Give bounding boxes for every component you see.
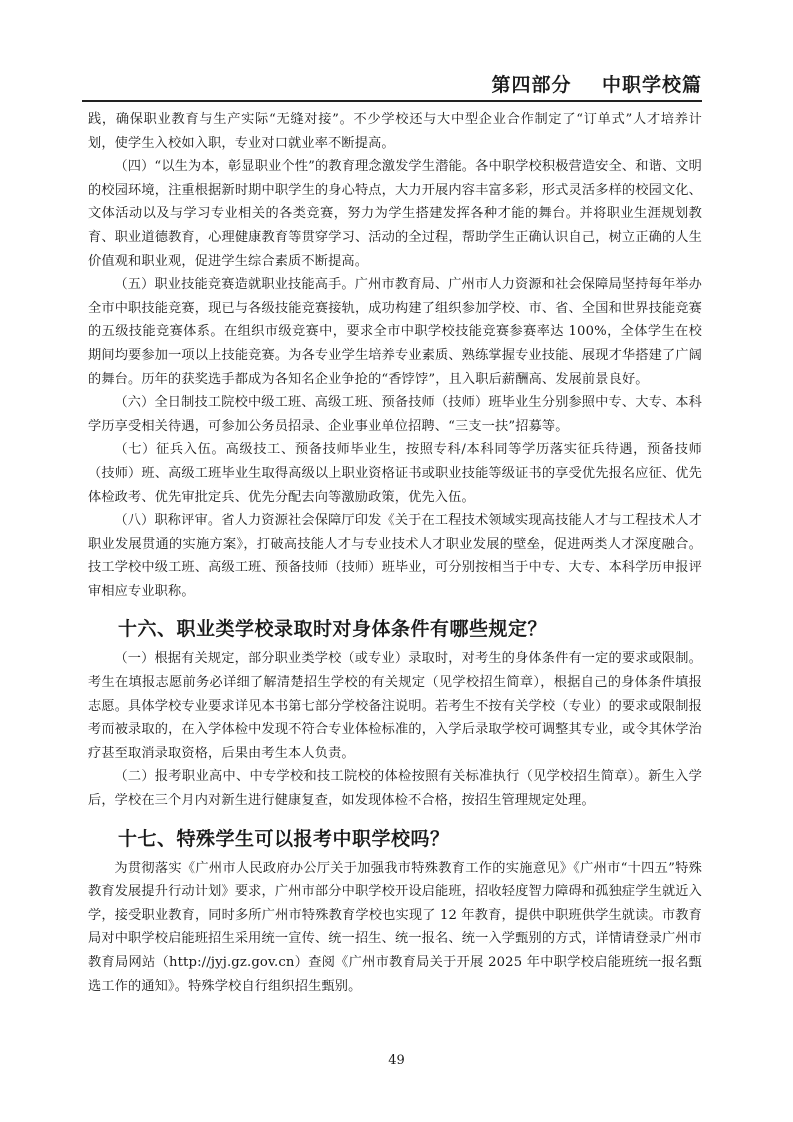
paragraph-item-7: （七）征兵入伍。高级技工、预备技师毕业生，按照专科/本科同等学历落实征兵待遇，预备技师（技师）班、高级工班毕业生取得高级以上职业资格证书或职业技能等级证书的享受优先报名应征、优先体检政考、优先审批定兵、优先分配去向等激励政策，优先入伍。 — [88, 442, 702, 505]
section-17-heading: 十七、特殊学生可以报考中职学校吗？ — [118, 827, 450, 850]
header-title: 第四部分 中职学校篇 — [491, 74, 702, 96]
paragraph-item-4: （四）“以生为本，彰显职业个性”的教育理念激发学生潜能。各中职学校积极营造安全、和谐、文明的校园环境，注重根据新时期中职学生的身心特点，大力开展内容丰富多彩，形式灵活多样的校园文化、文体活动以及与学习专业相关的各类竞赛，努力为学生搭建发挥各种才能的舞台。并将职业生涯规划教育、职业道德教育，心理健康教育等贯穿学习、活动的全过程，帮助学生正确认识自己，树立正确的人生价值观和职业观，促进学生综合素质不断提高。 — [88, 159, 702, 269]
paragraph-item-8: （八）职称评审。省人力资源社会保障厅印发《关于在工程技术领域实现高技能人才与工程技术人才职业发展贯通的实施方案》，打破高技能人才与专业技术人才职业发展的壁垒，促进两类人才深度融合。技工学校中级工班、高级工班、预备技师（技师）班毕业，可分别按相当于中专、大专、本科学历申报评审相应专业职称。 — [88, 513, 702, 599]
page-body — [88, 108, 702, 998]
section-17-paragraph-1: 为贯彻落实《广州市人民政府办公厅关于加强我市特殊教育工作的实施意见》《广州市“十四五”特殊教育发展提升行动计划》要求，广州市部分中职学校开设启能班，招收轻度智力障碍和孤独症学生就近入学，接受职业教育，同时多所广州市特殊教育学校也实现了 12 年教育，提供中职班供学生就读。市教育局对中职学校启能班招生采用统一宣传、统一招生、统一报名、统一入学甄别的方式，详情请登录广州市教育局网站（http://jyj.gz.gov.cn）查阅《广州市教育局关于开展 2025 年中职学校启能班统一报名甄选工作的通知》。特殊学校自行组织招生甄别。 — [88, 860, 702, 994]
paragraph-item-5: （五）职业技能竞赛造就职业技能高手。广州市教育局、广州市人力资源和社会保障局坚持每年举办全市中职技能竞赛，现已与各级技能竞赛接轨，成功构建了组织参加学校、市、省、全国和世界技能竞赛的五级技能竞赛体系。在组织市级竞赛中，要求全市中职学校技能竞赛参赛率达 100%，全体学生在校期间均要参加一项以上技能竞赛。为各专业学生培养专业素质、熟练掌握专业技能、展现才华搭建了广阔的舞台。历年的获奖选手都成为各知名企业争抢的“香饽饽”，且入职后薪酬高、发展前景良好。 — [88, 277, 702, 387]
paragraph-item-6: （六）全日制技工院校中级工班、高级工班、预备技师（技师）班毕业生分别参照中专、大专、本科学历享受相关待遇，可参加公务员招录、企业事业单位招聘、“三支一扶”招募等。 — [88, 395, 702, 434]
paragraph-continuation: 践，确保职业教育与生产实际“无缝对接”。不少学校还与大中型企业合作制定了“订单式”人才培养计划，使学生入校如入职，专业对口就业率不断提高。 — [88, 112, 702, 151]
page-header — [82, 64, 702, 102]
section-16-paragraph-2: （二）报考职业高中、中专学校和技工院校的体检按照有关标准执行（见学校招生简章）。新生入学后，学校在三个月内对新生进行健康复查，如发现体检不合格，按招生管理规定处理。 — [88, 769, 702, 809]
section-16-heading: 十六、职业类学校录取时对身体条件有哪些规定？ — [118, 618, 548, 641]
section-16-paragraph-1: （一）根据有关规定，部分职业类学校（或专业）录取时，对考生的身体条件有一定的要求或限制。考生在填报志愿前务必详细了解清楚招生学校的有关规定（见学校招生简章），根据自己的身体条件填报志愿。具体学校专业要求详见本书第七部分学校备注说明。若考生不按有关学校（专业）的要求或限制报考而被录取的，在入学体检中发现不符合专业体检标准的，入学后录取学校可调整其专业，或令其休学治疗甚至取消录取资格，后果由考生本人负责。 — [88, 651, 702, 761]
page-number: 49 — [388, 1053, 405, 1068]
